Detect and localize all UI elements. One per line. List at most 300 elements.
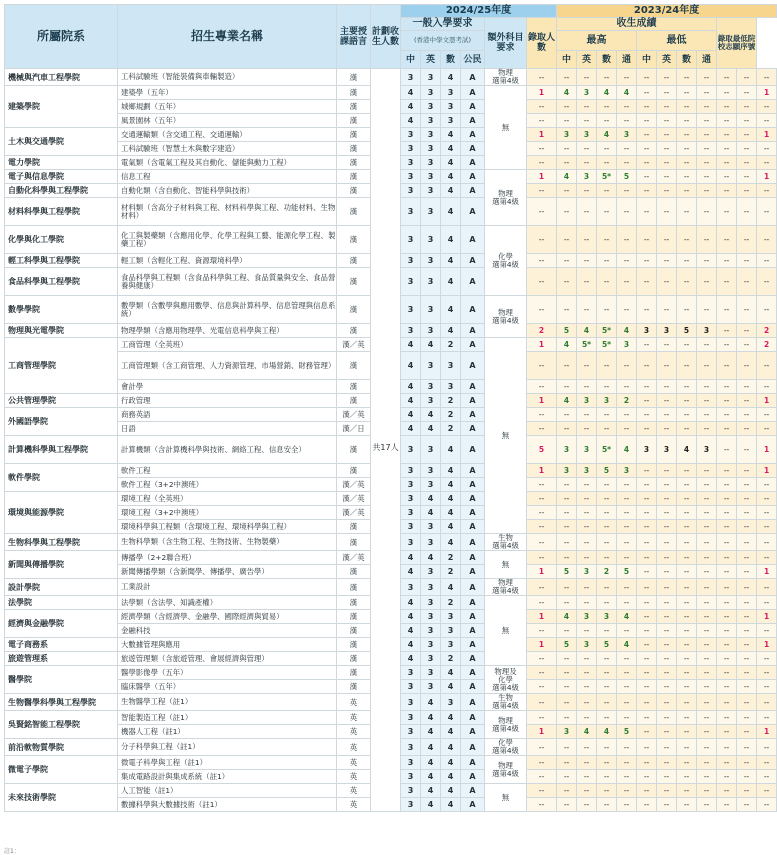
prev-result-cell: --: [717, 268, 737, 296]
prev-result-cell: --: [717, 756, 737, 770]
prev-result-cell: --: [557, 478, 577, 492]
req-civic: A: [461, 520, 485, 534]
language-cell: 漢: [337, 100, 371, 114]
prev-result-cell: 4: [597, 725, 617, 739]
programme-cell: 數據科學與大數據技術（註1）: [118, 798, 337, 812]
req-civic: A: [461, 100, 485, 114]
prev-result-cell: --: [697, 380, 717, 394]
prev-result-cell: --: [617, 506, 637, 520]
header-highest: 最高: [557, 31, 637, 51]
req-math: 4: [441, 798, 461, 812]
prev-result-cell: 1: [527, 394, 557, 408]
prev-result-cell: --: [717, 711, 737, 725]
prev-result-cell: --: [657, 128, 677, 142]
prev-result-cell: 4: [617, 436, 637, 464]
prev-result-cell: --: [697, 680, 717, 694]
min-choice-cell: 2: [757, 324, 777, 338]
prev-result-cell: --: [557, 784, 577, 798]
req-chi: 4: [401, 551, 421, 565]
prev-result-cell: --: [577, 268, 597, 296]
prev-result-cell: --: [697, 579, 717, 596]
prev-result-cell: --: [527, 624, 557, 638]
prev-result-cell: --: [717, 380, 737, 394]
prev-result-cell: 3: [597, 394, 617, 408]
prev-result-cell: --: [657, 784, 677, 798]
prev-result-cell: --: [737, 478, 757, 492]
req-math: 3: [441, 610, 461, 624]
req-civic: A: [461, 394, 485, 408]
faculty-cell: 未來技術學院: [5, 784, 118, 812]
req-eng: 3: [421, 579, 441, 596]
programme-cell: 軟件工程: [118, 464, 337, 478]
prev-result-cell: --: [527, 694, 557, 711]
prev-result-cell: 2: [597, 565, 617, 579]
prev-result-cell: --: [527, 551, 557, 565]
faculty-cell: 軟件學院: [5, 464, 118, 492]
faculty-cell: 電力學院: [5, 156, 118, 170]
prev-result-cell: --: [697, 798, 717, 812]
faculty-cell: 經濟與金融學院: [5, 610, 118, 638]
prev-result-cell: --: [617, 624, 637, 638]
req-eng: 3: [421, 114, 441, 128]
prev-result-cell: --: [557, 408, 577, 422]
language-cell: 漢: [337, 666, 371, 680]
req-civic: A: [461, 114, 485, 128]
prev-result-cell: --: [697, 694, 717, 711]
req-math: 4: [441, 534, 461, 551]
prev-result-cell: --: [737, 596, 757, 610]
req-math: 4: [441, 756, 461, 770]
prev-result-cell: --: [697, 114, 717, 128]
language-cell: 漢: [337, 254, 371, 268]
req-chi: 3: [401, 770, 421, 784]
prev-result-cell: --: [677, 610, 697, 624]
header-lo-chi: 中: [637, 51, 657, 69]
prev-result-cell: 4: [557, 394, 577, 408]
prev-result-cell: --: [677, 725, 697, 739]
header-general-req: 一般入學要求: [401, 18, 485, 31]
footnote: 註1：: [4, 848, 20, 855]
prev-result-cell: --: [737, 694, 757, 711]
prev-result-cell: --: [527, 711, 557, 725]
language-cell: 漢: [337, 680, 371, 694]
prev-result-cell: --: [577, 666, 597, 680]
req-eng: 3: [421, 534, 441, 551]
prev-result-cell: --: [637, 170, 657, 184]
header-language: 主要授課語言: [337, 5, 371, 69]
prev-result-cell: --: [527, 492, 557, 506]
req-eng: 4: [421, 739, 441, 756]
prev-result-cell: --: [557, 352, 577, 380]
req-eng: 4: [421, 492, 441, 506]
faculty-cell: 電子與信息學院: [5, 170, 118, 184]
prev-result-cell: --: [717, 739, 737, 756]
prev-result-cell: 1: [527, 338, 557, 352]
quota-cell: 共17人: [371, 86, 401, 812]
prev-result-cell: --: [617, 579, 637, 596]
programme-cell: 旅遊管理類（含旅遊管理、會展經濟與管理）: [118, 652, 337, 666]
req-civic: A: [461, 784, 485, 798]
faculty-cell: 機械與汽車工程學院: [5, 69, 118, 86]
language-cell: 英: [337, 798, 371, 812]
prev-result-cell: --: [527, 579, 557, 596]
req-civic: A: [461, 436, 485, 464]
prev-result-cell: --: [577, 198, 597, 226]
req-civic: A: [461, 579, 485, 596]
prev-result-cell: --: [697, 226, 717, 254]
prev-result-cell: --: [717, 610, 737, 624]
prev-result-cell: --: [677, 156, 697, 170]
prev-result-cell: --: [737, 114, 757, 128]
prev-result-cell: 3: [577, 436, 597, 464]
prev-result-cell: --: [737, 422, 757, 436]
language-cell: 英: [337, 725, 371, 739]
req-chi: 3: [401, 694, 421, 711]
prev-result-cell: --: [677, 579, 697, 596]
prev-result-cell: --: [617, 551, 637, 565]
req-math: 4: [441, 128, 461, 142]
prev-result-cell: --: [527, 652, 557, 666]
prev-result-cell: --: [657, 296, 677, 324]
prev-result-cell: 2: [617, 394, 637, 408]
prev-result-cell: --: [597, 694, 617, 711]
header-hi-eng: 英: [577, 51, 597, 69]
prev-result-cell: --: [617, 352, 637, 380]
req-math: 3: [441, 694, 461, 711]
min-choice-cell: --: [757, 100, 777, 114]
faculty-cell: 輕工科學與工程學院: [5, 254, 118, 268]
prev-result-cell: --: [527, 478, 557, 492]
min-choice-cell: --: [757, 408, 777, 422]
admissions-table-wrapper: [4, 4, 770, 855]
language-cell: 漢／英: [337, 551, 371, 565]
prev-result-cell: --: [577, 422, 597, 436]
req-math: 4: [441, 142, 461, 156]
prev-result-cell: --: [557, 142, 577, 156]
prev-result-cell: --: [637, 156, 657, 170]
prev-result-cell: --: [657, 694, 677, 711]
req-eng: 3: [421, 324, 441, 338]
prev-result-cell: --: [737, 784, 757, 798]
prev-result-cell: --: [737, 170, 757, 184]
table-row: [5, 86, 777, 100]
prev-result-cell: --: [737, 652, 757, 666]
prev-result-cell: --: [657, 226, 677, 254]
prev-result-cell: --: [557, 694, 577, 711]
prev-result-cell: 5: [557, 324, 577, 338]
prev-result-cell: --: [577, 711, 597, 725]
prev-result-cell: --: [527, 534, 557, 551]
req-eng: 4: [421, 408, 441, 422]
prev-result-cell: 5: [597, 638, 617, 652]
header-hi-ls: 通: [617, 51, 637, 69]
programme-cell: 微電子科學與工程（註1）: [118, 756, 337, 770]
prev-result-cell: --: [597, 579, 617, 596]
programme-cell: 智能製造工程（註1）: [118, 711, 337, 725]
prev-result-cell: --: [717, 128, 737, 142]
prev-result-cell: --: [737, 551, 757, 565]
prev-result-cell: --: [577, 254, 597, 268]
prev-result-cell: --: [597, 666, 617, 680]
req-civic: A: [461, 565, 485, 579]
req-chi: 3: [401, 739, 421, 756]
req-eng: 3: [421, 666, 441, 680]
prev-result-cell: 4: [557, 170, 577, 184]
prev-result-cell: --: [677, 128, 697, 142]
prev-result-cell: --: [617, 69, 637, 86]
min-choice-cell: --: [757, 534, 777, 551]
prev-result-cell: --: [557, 739, 577, 756]
min-choice-cell: --: [757, 492, 777, 506]
req-math: 4: [441, 784, 461, 798]
prev-result-cell: 3: [577, 565, 597, 579]
prev-result-cell: --: [617, 739, 637, 756]
prev-result-cell: --: [527, 296, 557, 324]
prev-result-cell: --: [717, 638, 737, 652]
min-choice-cell: 1: [757, 394, 777, 408]
language-cell: 英: [337, 694, 371, 711]
prev-result-cell: --: [737, 565, 757, 579]
req-math: 4: [441, 520, 461, 534]
prev-result-cell: --: [677, 69, 697, 86]
prev-result-cell: --: [657, 352, 677, 380]
min-choice-cell: --: [757, 156, 777, 170]
prev-result-cell: --: [697, 551, 717, 565]
prev-result-cell: --: [637, 226, 657, 254]
faculty-cell: 化學與化工學院: [5, 226, 118, 254]
extra-req-cell: 物理 選第4級: [485, 711, 527, 739]
req-chi: 4: [401, 338, 421, 352]
faculty-cell: 法學院: [5, 596, 118, 610]
prev-result-cell: 1: [527, 128, 557, 142]
req-math: 2: [441, 652, 461, 666]
language-cell: 漢: [337, 142, 371, 156]
prev-result-cell: 5: [527, 436, 557, 464]
extra-req-cell: 物理 選第4級: [485, 170, 527, 226]
prev-result-cell: --: [617, 652, 637, 666]
prev-result-cell: --: [597, 296, 617, 324]
prev-result-cell: --: [737, 296, 757, 324]
programme-cell: 大數據管理與應用: [118, 638, 337, 652]
language-cell: 漢: [337, 226, 371, 254]
language-cell: 漢: [337, 184, 371, 198]
prev-result-cell: --: [527, 268, 557, 296]
extra-req-cell: 生物 選第4級: [485, 694, 527, 711]
language-cell: 漢: [337, 156, 371, 170]
prev-result-cell: --: [527, 156, 557, 170]
prev-result-cell: 3: [617, 338, 637, 352]
prev-result-cell: --: [577, 478, 597, 492]
language-cell: 漢: [337, 380, 371, 394]
programme-cell: 建築學（五年）: [118, 86, 337, 100]
req-civic: A: [461, 128, 485, 142]
req-eng: 3: [421, 520, 441, 534]
prev-result-cell: --: [717, 198, 737, 226]
prev-result-cell: --: [657, 798, 677, 812]
req-math: 4: [441, 506, 461, 520]
prev-result-cell: --: [657, 170, 677, 184]
prev-result-cell: --: [697, 520, 717, 534]
prev-result-cell: --: [717, 478, 737, 492]
programme-cell: 環境工程（全英班）: [118, 492, 337, 506]
prev-result-cell: --: [677, 226, 697, 254]
min-choice-cell: --: [757, 666, 777, 680]
req-civic: A: [461, 352, 485, 380]
language-cell: 漢: [337, 520, 371, 534]
req-math: 4: [441, 464, 461, 478]
req-civic: A: [461, 296, 485, 324]
min-choice-cell: 1: [757, 638, 777, 652]
prev-result-cell: --: [617, 520, 637, 534]
extra-req-cell: 無: [485, 338, 527, 534]
req-math: 2: [441, 551, 461, 565]
prev-result-cell: --: [657, 770, 677, 784]
prev-result-cell: --: [697, 408, 717, 422]
programme-cell: 輕工類（含輕化工程、資源環境科學）: [118, 254, 337, 268]
req-eng: 3: [421, 352, 441, 380]
prev-result-cell: --: [657, 638, 677, 652]
prev-result-cell: --: [657, 711, 677, 725]
prev-result-cell: --: [577, 551, 597, 565]
faculty-cell: 微電子學院: [5, 756, 118, 784]
prev-result-cell: --: [717, 394, 737, 408]
prev-result-cell: --: [597, 184, 617, 198]
min-choice-cell: --: [757, 352, 777, 380]
language-cell: 漢: [337, 86, 371, 100]
req-chi: 3: [401, 534, 421, 551]
prev-result-cell: --: [697, 725, 717, 739]
prev-result-cell: --: [617, 184, 637, 198]
req-civic: A: [461, 380, 485, 394]
prev-result-cell: --: [637, 142, 657, 156]
language-cell: 漢: [337, 352, 371, 380]
prev-result-cell: --: [577, 770, 597, 784]
prev-result-cell: --: [657, 739, 677, 756]
prev-result-cell: --: [657, 565, 677, 579]
prev-result-cell: --: [637, 739, 657, 756]
prev-result-cell: --: [637, 198, 657, 226]
min-choice-cell: --: [757, 296, 777, 324]
prev-result-cell: --: [577, 114, 597, 128]
req-math: 4: [441, 254, 461, 268]
prev-result-cell: --: [577, 596, 597, 610]
programme-cell: 材料類（含高分子材料與工程、材料科學與工程、功能材料、生物材料）: [118, 198, 337, 226]
prev-result-cell: --: [677, 198, 697, 226]
prev-result-cell: 2: [527, 324, 557, 338]
prev-result-cell: --: [557, 254, 577, 268]
faculty-cell: 醫學院: [5, 666, 118, 694]
prev-result-cell: --: [637, 652, 657, 666]
prev-result-cell: --: [637, 798, 657, 812]
prev-result-cell: --: [737, 638, 757, 652]
prev-result-cell: --: [637, 352, 657, 380]
prev-result-cell: --: [677, 565, 697, 579]
req-chi: 4: [401, 100, 421, 114]
prev-result-cell: 3: [577, 394, 597, 408]
prev-result-cell: --: [677, 492, 697, 506]
language-cell: 漢: [337, 638, 371, 652]
prev-result-cell: --: [737, 506, 757, 520]
table-row: [5, 69, 777, 86]
req-eng: 3: [421, 638, 441, 652]
faculty-cell: 前沿軟物質學院: [5, 739, 118, 756]
prev-result-cell: --: [717, 798, 737, 812]
req-chi: 4: [401, 114, 421, 128]
prev-result-cell: --: [617, 694, 637, 711]
min-choice-cell: --: [757, 254, 777, 268]
prev-result-cell: --: [657, 652, 677, 666]
prev-result-cell: --: [717, 666, 737, 680]
prev-result-cell: --: [657, 184, 677, 198]
header-hi-chi: 中: [557, 51, 577, 69]
prev-result-cell: --: [737, 156, 757, 170]
prev-result-cell: 4: [597, 128, 617, 142]
prev-result-cell: --: [717, 142, 737, 156]
req-eng: 3: [421, 142, 441, 156]
prev-result-cell: --: [657, 422, 677, 436]
prev-result-cell: --: [557, 624, 577, 638]
min-choice-cell: 1: [757, 725, 777, 739]
prev-result-cell: 4: [617, 610, 637, 624]
prev-result-cell: --: [697, 638, 717, 652]
prev-result-cell: --: [717, 170, 737, 184]
prev-result-cell: --: [677, 142, 697, 156]
prev-result-cell: --: [577, 756, 597, 770]
req-eng: 4: [421, 694, 441, 711]
prev-result-cell: --: [677, 394, 697, 408]
prev-result-cell: --: [697, 492, 717, 506]
prev-result-cell: --: [527, 69, 557, 86]
prev-result-cell: 5*: [597, 324, 617, 338]
req-eng: 3: [421, 296, 441, 324]
header-admitted: 錄取人數: [527, 18, 557, 69]
prev-result-cell: --: [697, 352, 717, 380]
prev-result-cell: --: [657, 464, 677, 478]
prev-result-cell: --: [577, 784, 597, 798]
req-eng: 4: [421, 756, 441, 770]
prev-result-cell: --: [597, 156, 617, 170]
req-eng: 3: [421, 226, 441, 254]
min-choice-cell: --: [757, 711, 777, 725]
req-math: 2: [441, 565, 461, 579]
req-eng: 3: [421, 624, 441, 638]
prev-result-cell: --: [577, 680, 597, 694]
prev-result-cell: --: [697, 422, 717, 436]
prev-result-cell: --: [717, 694, 737, 711]
prev-result-cell: --: [557, 296, 577, 324]
req-civic: A: [461, 624, 485, 638]
min-choice-cell: 1: [757, 610, 777, 624]
prev-result-cell: --: [637, 478, 657, 492]
prev-result-cell: --: [597, 380, 617, 394]
prev-result-cell: --: [617, 756, 637, 770]
req-chi: 4: [401, 408, 421, 422]
req-chi: 4: [401, 86, 421, 100]
programme-cell: 機器人工程（註1）: [118, 725, 337, 739]
prev-result-cell: 5: [677, 324, 697, 338]
prev-result-cell: --: [597, 352, 617, 380]
prev-result-cell: --: [737, 184, 757, 198]
prev-result-cell: --: [697, 739, 717, 756]
prev-result-cell: --: [577, 798, 597, 812]
prev-result-cell: --: [737, 226, 757, 254]
prev-result-cell: --: [597, 739, 617, 756]
prev-result-cell: --: [617, 114, 637, 128]
programme-cell: 食品科學與工程類（含食品科學與工程、食品質量與安全、食品營養與健康）: [118, 268, 337, 296]
prev-result-cell: --: [577, 142, 597, 156]
req-eng: 4: [421, 338, 441, 352]
req-civic: A: [461, 534, 485, 551]
